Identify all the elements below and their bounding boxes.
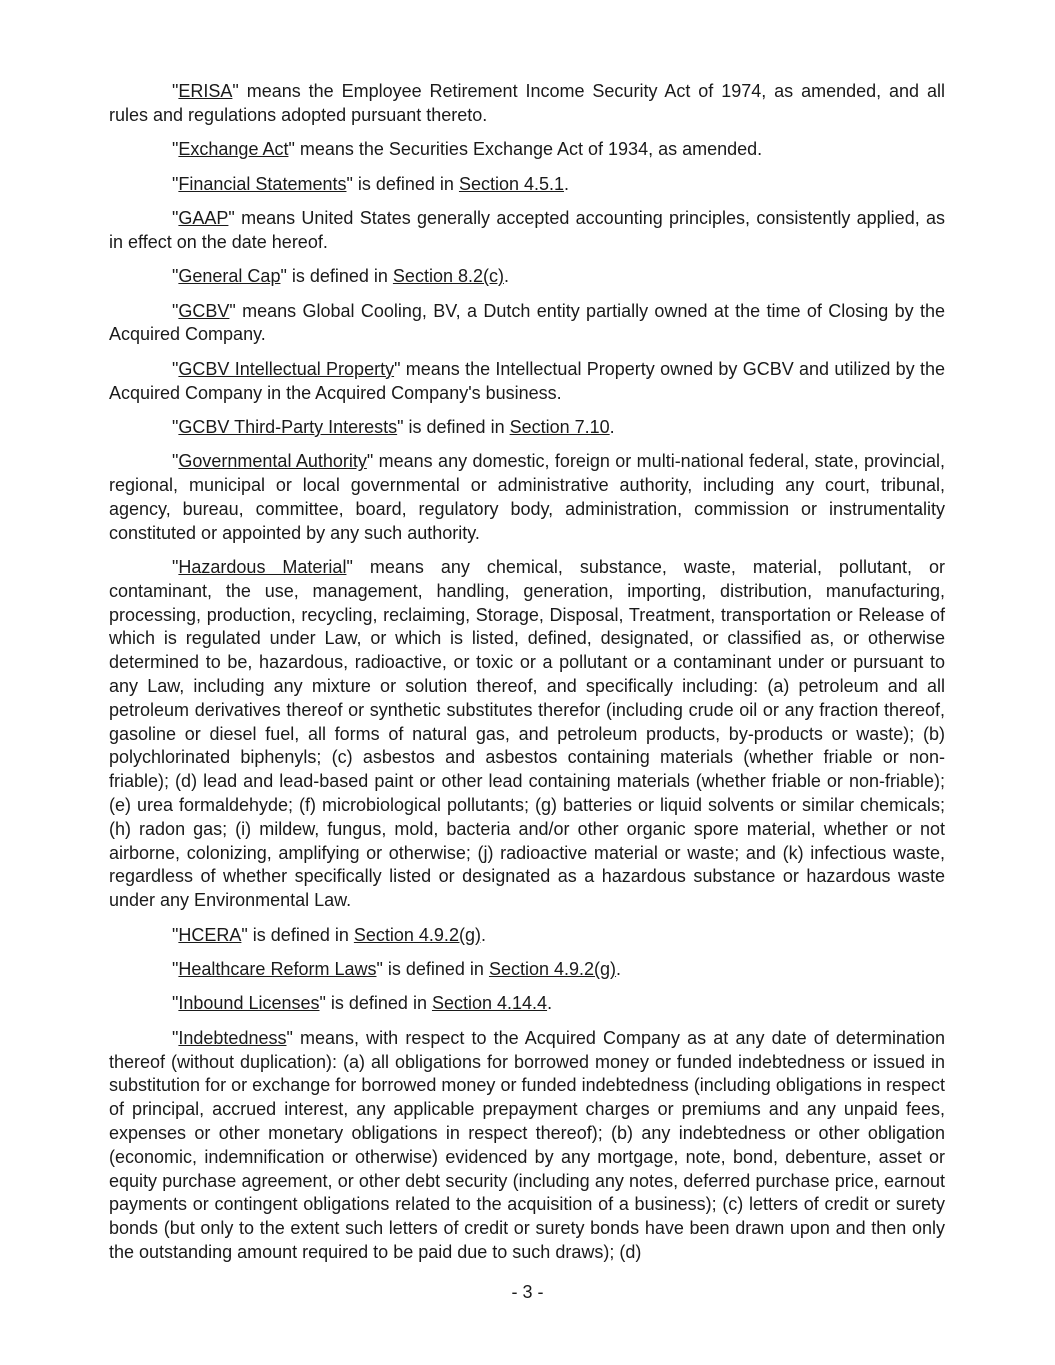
- definition-paragraph: [109, 300, 945, 348]
- definition-text: " means the Securities Exchange Act of 1934, as amended.: [288, 139, 763, 160]
- definition-text: " is defined in: [280, 266, 393, 287]
- definition-text: " means Global Cooling, BV, a Dutch entity partially owned at the time of Closing by the Acquired Company.: [109, 300, 945, 345]
- definition-paragraph: [109, 207, 945, 255]
- defined-term: General Cap: [178, 266, 281, 287]
- definition-end: .: [547, 993, 553, 1014]
- definition-paragraph: [109, 992, 945, 1016]
- quote-open: ": [172, 358, 179, 379]
- definition-text: " means any domestic, foreign or multi-national federal, state, provincial, regional, municipal or local governmental or administrative authority, including any court, tribunal, agency, bureau, committee, board, regulatory body, administration, commission or instrumentality constituted or appointed by any such authority.: [109, 451, 945, 543]
- defined-term: GCBV Third-Party Interests: [178, 416, 398, 437]
- definition-end: .: [480, 924, 486, 945]
- definition-paragraph: [109, 80, 945, 128]
- definition-paragraph: [109, 138, 945, 162]
- definition-end: .: [616, 959, 622, 980]
- defined-term: Governmental Authority: [178, 451, 367, 472]
- section-reference: Section 8.2(c): [392, 266, 504, 287]
- quote-open: ": [172, 300, 179, 321]
- definition-paragraph: [109, 924, 945, 948]
- section-reference: Section 4.14.4: [431, 993, 548, 1014]
- definition-text: " means United States generally accepted accounting principles, consistently applied, as in effect on the date hereof.: [109, 207, 945, 252]
- quote-open: ": [172, 1027, 179, 1048]
- quote-open: ": [172, 416, 179, 437]
- quote-open: ": [172, 207, 179, 228]
- definition-paragraph: [109, 556, 945, 913]
- section-reference: Section 7.10: [509, 416, 610, 437]
- section-reference: Section 4.9.2(g): [488, 959, 617, 980]
- definition-paragraph: [109, 416, 945, 440]
- defined-term: GCBV Intellectual Property: [178, 358, 395, 379]
- definition-paragraph: [109, 450, 945, 545]
- quote-open: ": [172, 959, 179, 980]
- definition-text: " is defined in: [376, 959, 489, 980]
- definition-text: " is defined in: [346, 173, 459, 194]
- section-reference: Section 4.9.2(g): [353, 924, 481, 945]
- quote-open: ": [172, 173, 179, 194]
- definition-paragraph: [109, 958, 945, 982]
- quote-open: ": [172, 557, 179, 578]
- quote-open: ": [172, 139, 179, 160]
- quote-open: ": [172, 81, 179, 101]
- defined-term: Hazardous Material: [178, 557, 347, 578]
- definition-text: " means the Intellectual Property owned by GCBV and utilized by the Acquired Company in the Acquired Company's business.: [109, 358, 945, 403]
- quote-open: ": [172, 993, 179, 1014]
- definition-end: .: [564, 173, 570, 194]
- defined-term: ERISA: [178, 81, 233, 101]
- definition-text: " is defined in: [319, 993, 432, 1014]
- definition-paragraph: [109, 1027, 945, 1265]
- page-number: - 3 -: [511, 1282, 544, 1302]
- defined-term: GAAP: [178, 207, 229, 228]
- defined-term: Inbound Licenses: [178, 993, 320, 1014]
- defined-term: Financial Statements: [178, 173, 347, 194]
- definition-end: .: [609, 416, 615, 437]
- quote-open: ": [172, 266, 179, 287]
- definition-paragraph: [109, 173, 945, 197]
- definition-paragraph: [109, 358, 945, 406]
- definitions-list: [109, 80, 945, 1265]
- definition-end: .: [503, 266, 509, 287]
- quote-open: ": [172, 924, 179, 945]
- defined-term: HCERA: [178, 924, 242, 945]
- definition-text: " is defined in: [397, 416, 510, 437]
- definition-paragraph: [109, 265, 945, 289]
- defined-term: Healthcare Reform Laws: [178, 959, 377, 980]
- defined-term: Indebtedness: [178, 1027, 287, 1048]
- definition-text: " is defined in: [241, 924, 354, 945]
- definition-text: " means, with respect to the Acquired Company as at any date of determination thereof (without duplication): (a) all obligations for borrowed money or funded indebtedness or issued in substitution for or exchange for borrowed money or funded indebtedness (including obligations in respect of principal, accrued interest, any applicable prepayment charges or premiums and any unpaid fees, expenses or other monetary obligations in respect thereof); (b) any indebtedness or other obligation (economic, indemnification or otherwise) evidenced by any mortgage, note, bond, debenture, asset or equity purchase agreement, or other debt security (including any notes, deferred purchase price, earnout payments or contingent obligations related to the acquisition of a business); (c) letters of credit or surety bonds (but only to the extent such letters of credit or surety bonds have been drawn upon and then only the outstanding amount required to be paid due to such draws); (d): [109, 1027, 945, 1262]
- section-reference: Section 4.5.1: [458, 173, 565, 194]
- defined-term: Exchange Act: [178, 139, 289, 160]
- defined-term: GCBV: [178, 300, 230, 321]
- definition-text: " means any chemical, substance, waste, material, pollutant, or contaminant, the use, management, handling, generation, importing, distribution, manufacturing, processing, production, recycling, reclaiming, Storage, Disposal, Treatment, transportation or Release of which is regulated under Law, or which is listed, defined, designated, or classified as, or otherwise determined to be, hazardous, radioactive, or toxic or a pollutant or a contaminant under or pursuant to any Law, including any mixture or solution thereof, and specifically including: (a) petroleum and all petroleum derivatives thereof or synthetic substitutes therefor (including crude oil or any fraction thereof, gasoline or diesel fuel, all forms of natural gas, and petroleum products, by-products or waste); (b) polychlorinated biphenyls; (c) asbestos and asbestos containing materials (whether friable or non-friable); (d) lead and lead-based paint or other lead containing materials (whether friable or non-friable); (e) urea formaldehyde; (f) microbiological pollutants; (g) batteries or liquid solvents or similar chemicals; (h) radon gas; (i) mildew, fungus, mold, bacteria and/or other organic spore material, whether or not airborne, colonizing, amplifying or otherwise; (j) radioactive material or waste; and (k) infectious waste, regardless of whether specifically listed or designated as a hazardous substance or hazardous waste under any Environmental Law.: [109, 557, 945, 911]
- definition-text: " means the Employee Retirement Income Security Act of 1974, as amended, and all rules and regulations adopted pursuant thereto.: [109, 81, 945, 125]
- quote-open: ": [172, 451, 179, 472]
